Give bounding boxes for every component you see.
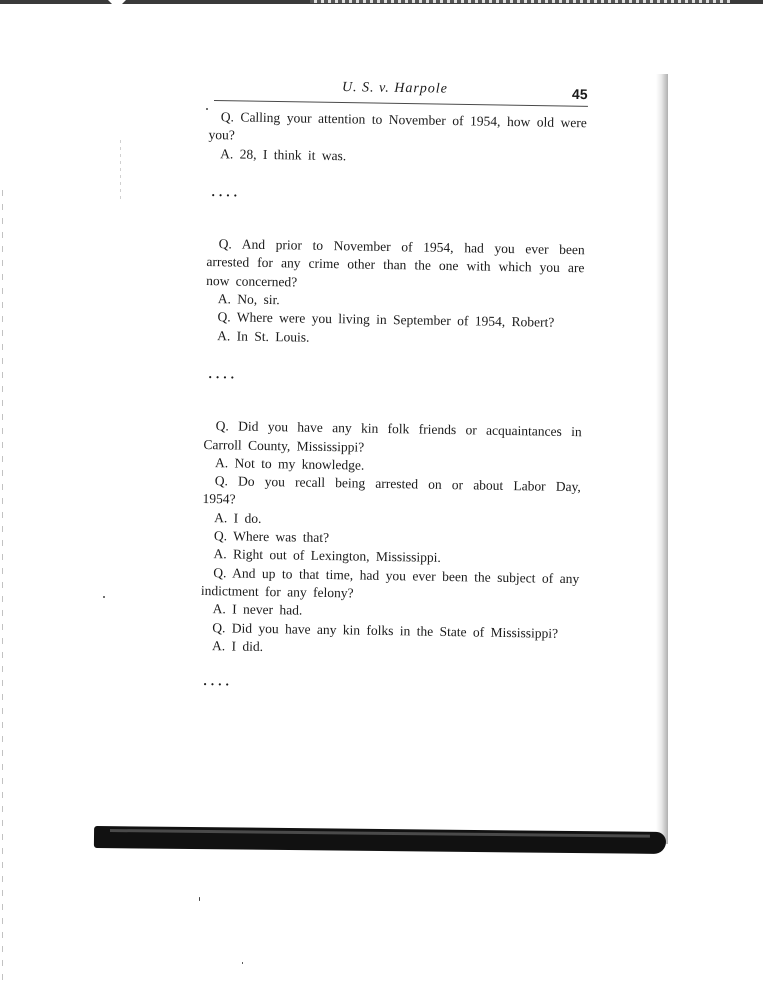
question-paragraph: Q. And prior to November of 1954, had you ever been arrested for any crime other than the one with which you are now concerned? xyxy=(206,236,585,290)
omission-ellipsis: .... xyxy=(208,365,239,382)
answer-paragraph: A. 28, I think it was. xyxy=(220,145,347,163)
answer-paragraph: A. Not to my knowledge. xyxy=(214,455,365,473)
running-head: U. S. v. Harpole xyxy=(341,80,449,97)
answer-paragraph: A. I did. xyxy=(211,637,264,654)
answer-paragraph: A. Right out of Lexington, Mississippi. xyxy=(213,546,441,566)
omission-ellipsis: .... xyxy=(211,183,242,200)
scan-speck xyxy=(206,108,208,110)
question-paragraph: Q. Calling your attention to November of 1954, how old were you? xyxy=(208,109,587,143)
omission-ellipsis: .... xyxy=(203,673,234,689)
page-right-edge-shadow xyxy=(656,74,668,844)
question-paragraph: Q. Where were you living in September of 1954, Robert? xyxy=(217,309,555,331)
answer-paragraph: A. I do. xyxy=(214,509,262,526)
question-paragraph: Q. Did you have any kin folk friends or acquaintances in Carroll County, Mississippi? xyxy=(203,418,582,455)
question-paragraph: Q. Did you have any kin folks in the State of Mississippi? xyxy=(212,619,559,641)
scan-speck xyxy=(242,962,243,964)
header-rule xyxy=(214,100,588,107)
scan-speck xyxy=(199,897,200,901)
scan-speck xyxy=(103,596,105,598)
scan-left-edge-marks xyxy=(2,190,3,980)
question-paragraph: Q. And up to that time, had you ever been the subject of any indictment for any felony? xyxy=(200,564,580,601)
transcript-body xyxy=(199,108,587,697)
answer-paragraph: A. No, sir. xyxy=(217,291,280,308)
answer-paragraph: A. I never had. xyxy=(212,601,303,618)
answer-paragraph: A. In St. Louis. xyxy=(217,327,310,345)
page-number: 45 xyxy=(571,85,588,103)
scan-top-notch xyxy=(108,0,126,9)
question-paragraph: Q. Do you recall being arrested on or about Labor Day, 1954? xyxy=(202,473,581,507)
scan-top-perforation xyxy=(310,0,730,3)
scan-fold-marks xyxy=(120,140,121,200)
question-paragraph: Q. Where was that? xyxy=(213,528,330,546)
